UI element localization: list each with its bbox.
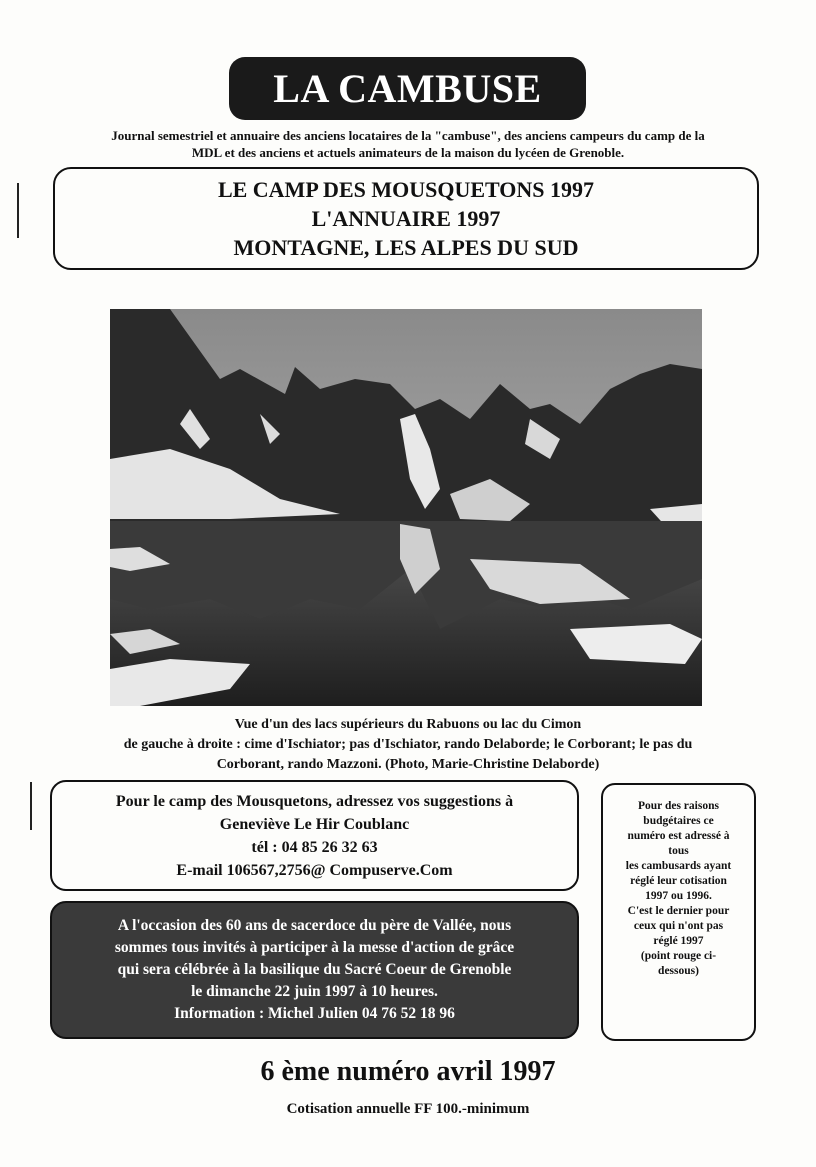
caption-line: Corborant, rando Mazzoni. (Photo, Marie-Christine Delaborde) — [216, 757, 600, 772]
subtitle-line: MDL et des anciens et actuels animateurs de la maison du lycéen de Grenoble. — [191, 145, 625, 160]
headline-box — [53, 167, 759, 270]
caption-line: Vue d'un des lacs supérieurs du Rabuons ou lac du Cimon — [234, 717, 582, 732]
notice-line: les cambusards ayant — [625, 860, 732, 872]
subtitle-line: Journal semestriel et annuaire des anciens locataires de la "cambuse", des anciens campeurs du camp de la — [111, 128, 705, 143]
announcement-info: Information : Michel Julien 04 76 52 18 96 — [174, 1005, 455, 1022]
subtitle — [70, 127, 746, 161]
notice-line: réglé leur cotisation — [630, 875, 727, 887]
photo-caption — [40, 715, 776, 775]
issue-number: 6 ème numéro avril 1997 — [260, 1056, 556, 1087]
margin-mark — [17, 183, 19, 238]
contact-box — [50, 780, 579, 891]
margin-mark — [30, 782, 32, 830]
announcement-line: sommes tous invités à participer à la messe d'action de grâce — [114, 939, 515, 956]
headline-line-theme: MONTAGNE, LES ALPES DU SUD — [233, 235, 579, 260]
headline-line-camp: LE CAMP DES MOUSQUETONS 1997 — [217, 177, 595, 202]
caption-line: de gauche à droite : cime d'Ischiator; pas d'Ischiator, rando Delaborde; le Corborant; le pas du — [123, 737, 693, 752]
announcement-line: A l'occasion des 60 ans de sacerdoce du père de Vallée, nous — [117, 917, 512, 934]
notice-line: 1997 ou 1996. — [645, 890, 712, 902]
headline-line-annuaire: L'ANNUAIRE 1997 — [311, 206, 501, 231]
notice-line: tous — [668, 845, 689, 857]
notice-line: dessous) — [658, 965, 699, 977]
contact-intro: Pour le camp des Mousquetons, adressez vos suggestions à — [115, 792, 514, 810]
mountain-lake-photo — [110, 309, 702, 706]
announcement-line: le dimanche 22 juin 1997 à 10 heures. — [191, 983, 438, 1000]
masthead — [229, 57, 586, 120]
notice-line: budgétaires ce — [643, 815, 714, 827]
membership-fee: Cotisation annuelle FF 100.-minimum — [286, 1101, 530, 1117]
contact-name: Geneviève Le Hir Coublanc — [219, 815, 410, 833]
notice-line: Pour des raisons — [638, 800, 719, 812]
notice-line: C'est le dernier pour — [627, 905, 730, 917]
mountain-lake-illustration — [110, 309, 702, 706]
notice-line: réglé 1997 — [653, 935, 704, 947]
notice-line: numéro est adressé à — [627, 830, 730, 842]
notice-line: (point rouge ci- — [640, 950, 717, 962]
announcement-box — [50, 901, 579, 1039]
contact-email: E-mail 106567,2756@ Compuserve.Com — [176, 861, 453, 879]
masthead-title: LA CAMBUSE — [273, 66, 542, 111]
contact-phone: tél : 04 85 26 32 63 — [251, 838, 378, 856]
notice-line: ceux qui n'ont pas — [633, 920, 724, 932]
announcement-line: qui sera célébrée à la basilique du Sacré Coeur de Grenoble — [117, 961, 512, 978]
notice-box — [601, 783, 756, 1041]
